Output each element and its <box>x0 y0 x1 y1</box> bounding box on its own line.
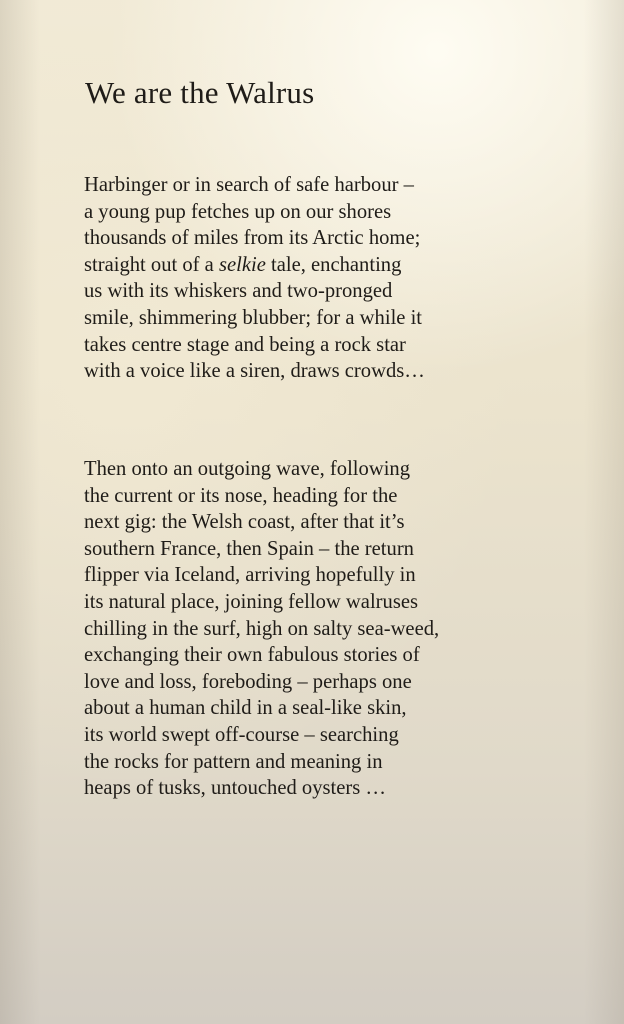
poem-line: with a voice like a siren, draws crowds… <box>84 360 425 383</box>
poem-line: love and loss, foreboding – perhaps one <box>84 670 412 693</box>
poem-line: takes centre stage and being a rock star <box>84 333 406 356</box>
stanza-2 <box>84 456 439 802</box>
poem-line <box>84 252 425 279</box>
poem-line: smile, shimmering blubber; for a while it <box>84 306 423 329</box>
poem-line: southern France, then Spain – the return <box>84 537 414 560</box>
poem-line-segment: tale, enchanting <box>265 253 402 276</box>
poem-line: Harbinger or in search of safe harbour – <box>84 174 414 196</box>
poem-line: us with its whiskers and two-pronged <box>84 280 393 303</box>
poem-line: thousands of miles from its Arctic home; <box>84 227 421 250</box>
poem-line: the rocks for pattern and meaning in <box>84 750 383 773</box>
poem-line: its natural place, joining fellow walruses <box>84 590 418 613</box>
poem-line: the current or its nose, heading for the <box>84 484 398 507</box>
poem-line: about a human child in a seal-like skin, <box>84 697 407 720</box>
italic-word-selkie: selkie <box>218 253 266 276</box>
poem-line-segment: straight out of a <box>84 253 219 276</box>
poem-line: flipper via Iceland, arriving hopefully in <box>84 564 416 587</box>
stanza-1 <box>84 172 425 385</box>
poem-title: We are the Walrus <box>85 75 315 110</box>
poem-line: Then onto an outgoing wave, following <box>84 458 411 480</box>
poem-line: heaps of tusks, untouched oysters … <box>84 777 386 800</box>
poem-line: chilling in the surf, high on salty sea-weed, <box>84 617 440 640</box>
poem-line: next gig: the Welsh coast, after that it’s <box>84 511 405 534</box>
poem-line: exchanging their own fabulous stories of <box>84 644 420 667</box>
poem-line: its world swept off-course – searching <box>84 723 399 746</box>
poem-line: a young pup fetches up on our shores <box>84 200 392 223</box>
